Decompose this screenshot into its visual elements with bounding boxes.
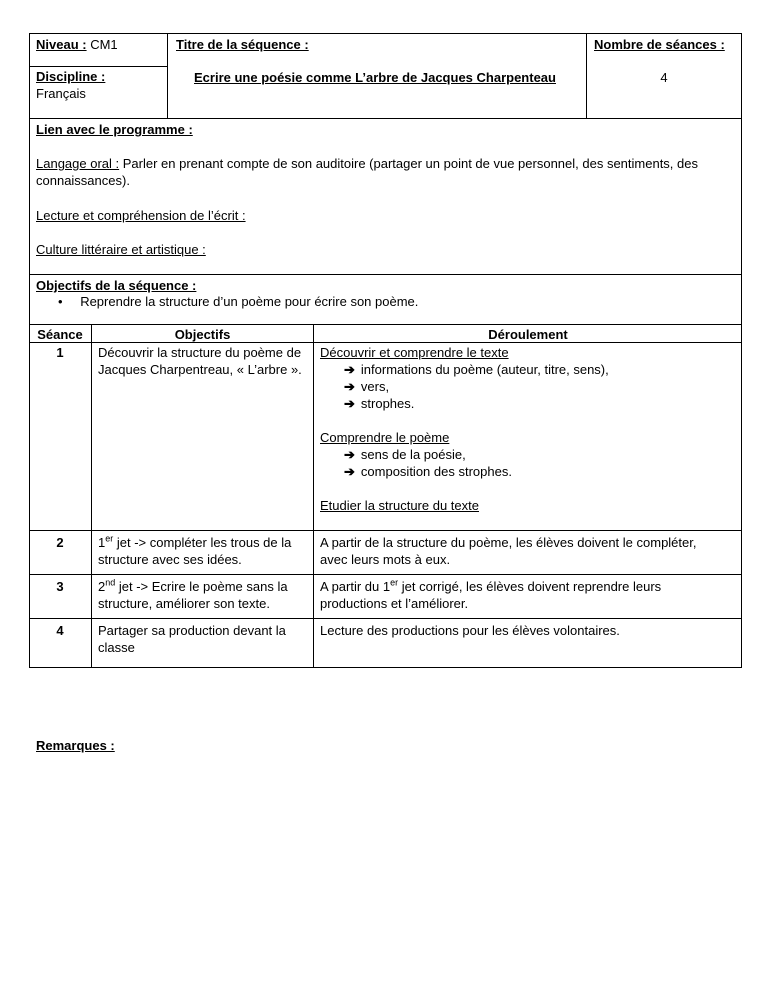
- row1-sec1-item-text: strophes.: [360, 396, 415, 411]
- row3-objectif: [98, 578, 310, 612]
- col-seance-header: Séance: [37, 327, 83, 342]
- row4-objectif: Partager sa production devant la classe: [98, 623, 286, 655]
- programme-heading: Lien avec le programme :: [36, 122, 193, 137]
- row3-deroulement-text: jet corrigé, les élèves doivent reprendre leurs productions et l’améliorer.: [320, 579, 662, 611]
- row1-sec2-item: [320, 463, 738, 480]
- row2-objectif-prefix: 1: [98, 535, 106, 550]
- niveau-value: CM1: [90, 37, 118, 52]
- seances-label: Nombre de séances :: [594, 37, 725, 52]
- row1-sec2-item-text: sens de la poésie,: [360, 447, 466, 462]
- row2-num: 2: [56, 535, 64, 550]
- row1-sec1-item: [320, 361, 738, 378]
- niveau-cell: [36, 36, 118, 53]
- row1-deroulement: [320, 344, 738, 514]
- objectifs-bullet-text: Reprendre la structure d’un poème pour écrire son poème.: [80, 294, 419, 309]
- discipline-value: Français: [36, 86, 86, 101]
- langage-label: Langage oral :: [36, 156, 120, 171]
- objectifs-bullet-item: [58, 293, 418, 310]
- row1-sec1-item: [320, 378, 738, 395]
- row1-sec1-item-text: informations du poème (auteur, titre, sens),: [360, 362, 609, 377]
- row1-objectif: Découvrir la structure du poème de Jacques Charpentreau, « L’arbre ».: [98, 345, 302, 377]
- row3-deroulement-sup: er: [390, 577, 399, 588]
- row1-sec2-item-text: composition des strophes.: [360, 464, 512, 479]
- arrow-icon: ➔: [344, 362, 355, 377]
- col-deroulement-header: Déroulement: [488, 327, 568, 342]
- row1-sec1-item-text: vers,: [360, 379, 390, 394]
- row1-num: 1: [56, 345, 64, 360]
- row2-deroulement: A partir de la structure du poème, les élèves doivent le compléter, avec leurs mots à eux.: [320, 535, 697, 567]
- row4-num: 4: [56, 623, 64, 638]
- row3-objectif-prefix: 2: [98, 579, 106, 594]
- divider: [91, 324, 92, 668]
- objectifs-heading: Objectifs de la séquence :: [36, 278, 197, 293]
- divider: [29, 66, 168, 67]
- remarques-heading: Remarques :: [36, 738, 115, 753]
- col-objectifs-header: Objectifs: [174, 327, 231, 342]
- discipline-label: Discipline :: [36, 69, 106, 84]
- row2-objectif-text: jet -> compléter les trous de la structure avec ses idées.: [98, 535, 292, 567]
- programme-culture: Culture littéraire et artistique :: [36, 242, 206, 257]
- bullet-icon: •: [58, 294, 63, 309]
- row4-deroulement: Lecture des productions pour les élèves volontaires.: [320, 623, 620, 638]
- row1-sec1-item: [320, 395, 738, 412]
- seances-value: 4: [660, 70, 668, 85]
- niveau-label: Niveau :: [36, 37, 87, 52]
- divider: [167, 33, 168, 119]
- divider: [29, 530, 742, 531]
- divider: [313, 324, 314, 668]
- arrow-icon: ➔: [344, 447, 355, 462]
- divider: [29, 618, 742, 619]
- divider: [29, 274, 742, 275]
- row3-num: 3: [56, 579, 64, 594]
- titre-label: Titre de la séquence :: [176, 37, 309, 52]
- arrow-icon: ➔: [344, 464, 355, 479]
- row3-objectif-sup: nd: [105, 577, 116, 588]
- row2-objectif: [98, 534, 310, 568]
- row3-deroulement-prefix: A partir du 1: [320, 579, 391, 594]
- row2-objectif-sup: er: [105, 533, 114, 544]
- arrow-icon: ➔: [344, 396, 355, 411]
- programme-lecture: Lecture et compréhension de l’écrit :: [36, 208, 246, 223]
- discipline-cell: [36, 68, 105, 102]
- programme-langage: [36, 155, 736, 189]
- row1-sec2-item: [320, 446, 738, 463]
- divider: [29, 574, 742, 575]
- langage-text: Parler en prenant compte de son auditoire (partager un point de vue personnel, des sentiments, des connaissances).: [36, 156, 698, 188]
- row3-deroulement: [320, 578, 720, 612]
- arrow-icon: ➔: [344, 379, 355, 394]
- row1-sec3-title: Etudier la structure du texte: [320, 498, 479, 513]
- divider: [29, 118, 742, 119]
- row1-sec2-title: Comprendre le poème: [320, 430, 450, 445]
- titre-value: Ecrire une poésie comme L’arbre de Jacques Charpenteau: [194, 70, 556, 85]
- row1-sec1-title: Découvrir et comprendre le texte: [320, 345, 509, 360]
- row3-objectif-text: jet -> Ecrire le poème sans la structure, améliorer son texte.: [98, 579, 288, 611]
